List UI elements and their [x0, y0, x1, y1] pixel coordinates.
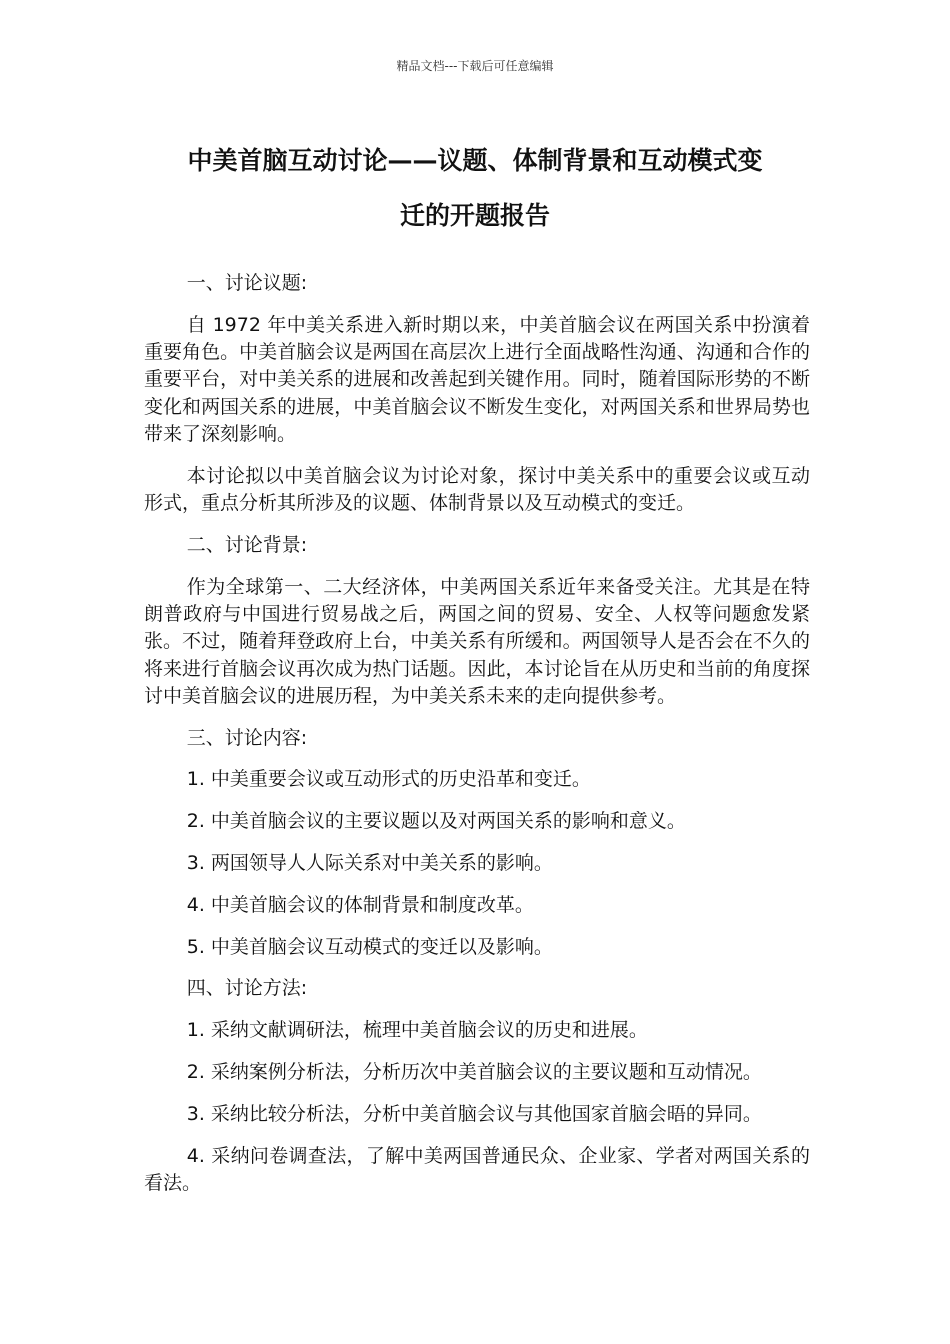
section-heading-topic: 一、讨论议题:: [186, 272, 308, 294]
content-list-item: 2. 中美首脑会议的主要议题以及对两国关系的影响和意义。: [186, 810, 686, 833]
document-title: [140, 133, 810, 243]
content-list-item: 3. 两国领导人人际关系对中美关系的影响。: [186, 852, 553, 875]
content-list-item: 1. 中美重要会议或互动形式的历史沿革和变迁。: [186, 768, 591, 791]
background-paragraph-1: 作为全球第一、二大经济体，中美两国关系近年来备受关注。尤其是在特朗普政府与中国进行贸易战之后，两国之间的贸易、安全、人权等问题愈发紧张。不过，随着拜登政府上台，中美关系有所缓和。两国领导人是否会在不久的将来进行首脑会议再次成为热门话题。因此，本讨论旨在从历史和当前的角度探讨中美首脑会议的进展历程，为中美关系未来的走向提供参考。: [144, 575, 810, 707]
section-heading-background: 二、讨论背景:: [186, 533, 308, 556]
method-list-item: 1. 采纳文献调研法，梳理中美首脑会议的历史和进展。: [186, 1019, 648, 1042]
content-list-item: 5. 中美首脑会议互动模式的变迁以及影响。: [186, 935, 553, 958]
content-list-item: 4. 中美首脑会议的体制背景和制度改革。: [186, 893, 534, 916]
topic-paragraph-2: 本讨论拟以中美首脑会议为讨论对象，探讨中美关系中的重要会议或互动形式，重点分析其所涉及的议题、体制背景以及互动模式的变迁。: [144, 464, 810, 515]
page-header: 精品文档---下载后可任意编辑: [396, 59, 554, 73]
title-line-2: 迁的开题报告: [399, 201, 550, 230]
method-list-item-last: 4. 采纳问卷调查法，了解中美两国普通民众、企业家、学者对两国关系的看法。: [144, 1144, 810, 1194]
method-list-item: 2. 采纳案例分析法，分析历次中美首脑会议的主要议题和互动情况。: [186, 1061, 762, 1084]
section-heading-content: 三、讨论内容:: [186, 726, 308, 749]
section-heading-method: 四、讨论方法:: [186, 977, 308, 1000]
topic-paragraph-1: 自 1972 年中美关系进入新时期以来，中美首脑会议在两国关系中扮演着重要角色。中美首脑会议是两国在高层次上进行全面战略性沟通、沟通和合作的重要平台，对中美关系的进展和改善起到关键作用。同时，随着国际形势的不断变化和两国关系的进展，中美首脑会议不断发生变化，对两国关系和世界局势也带来了深刻影响。: [144, 313, 810, 445]
method-list-item: 3. 采纳比较分析法，分析中美首脑会议与其他国家首脑会晤的异同。: [186, 1102, 762, 1125]
document-body: [144, 270, 810, 1212]
title-line-1: 中美首脑互动讨论——议题、体制背景和互动模式变: [187, 146, 763, 175]
